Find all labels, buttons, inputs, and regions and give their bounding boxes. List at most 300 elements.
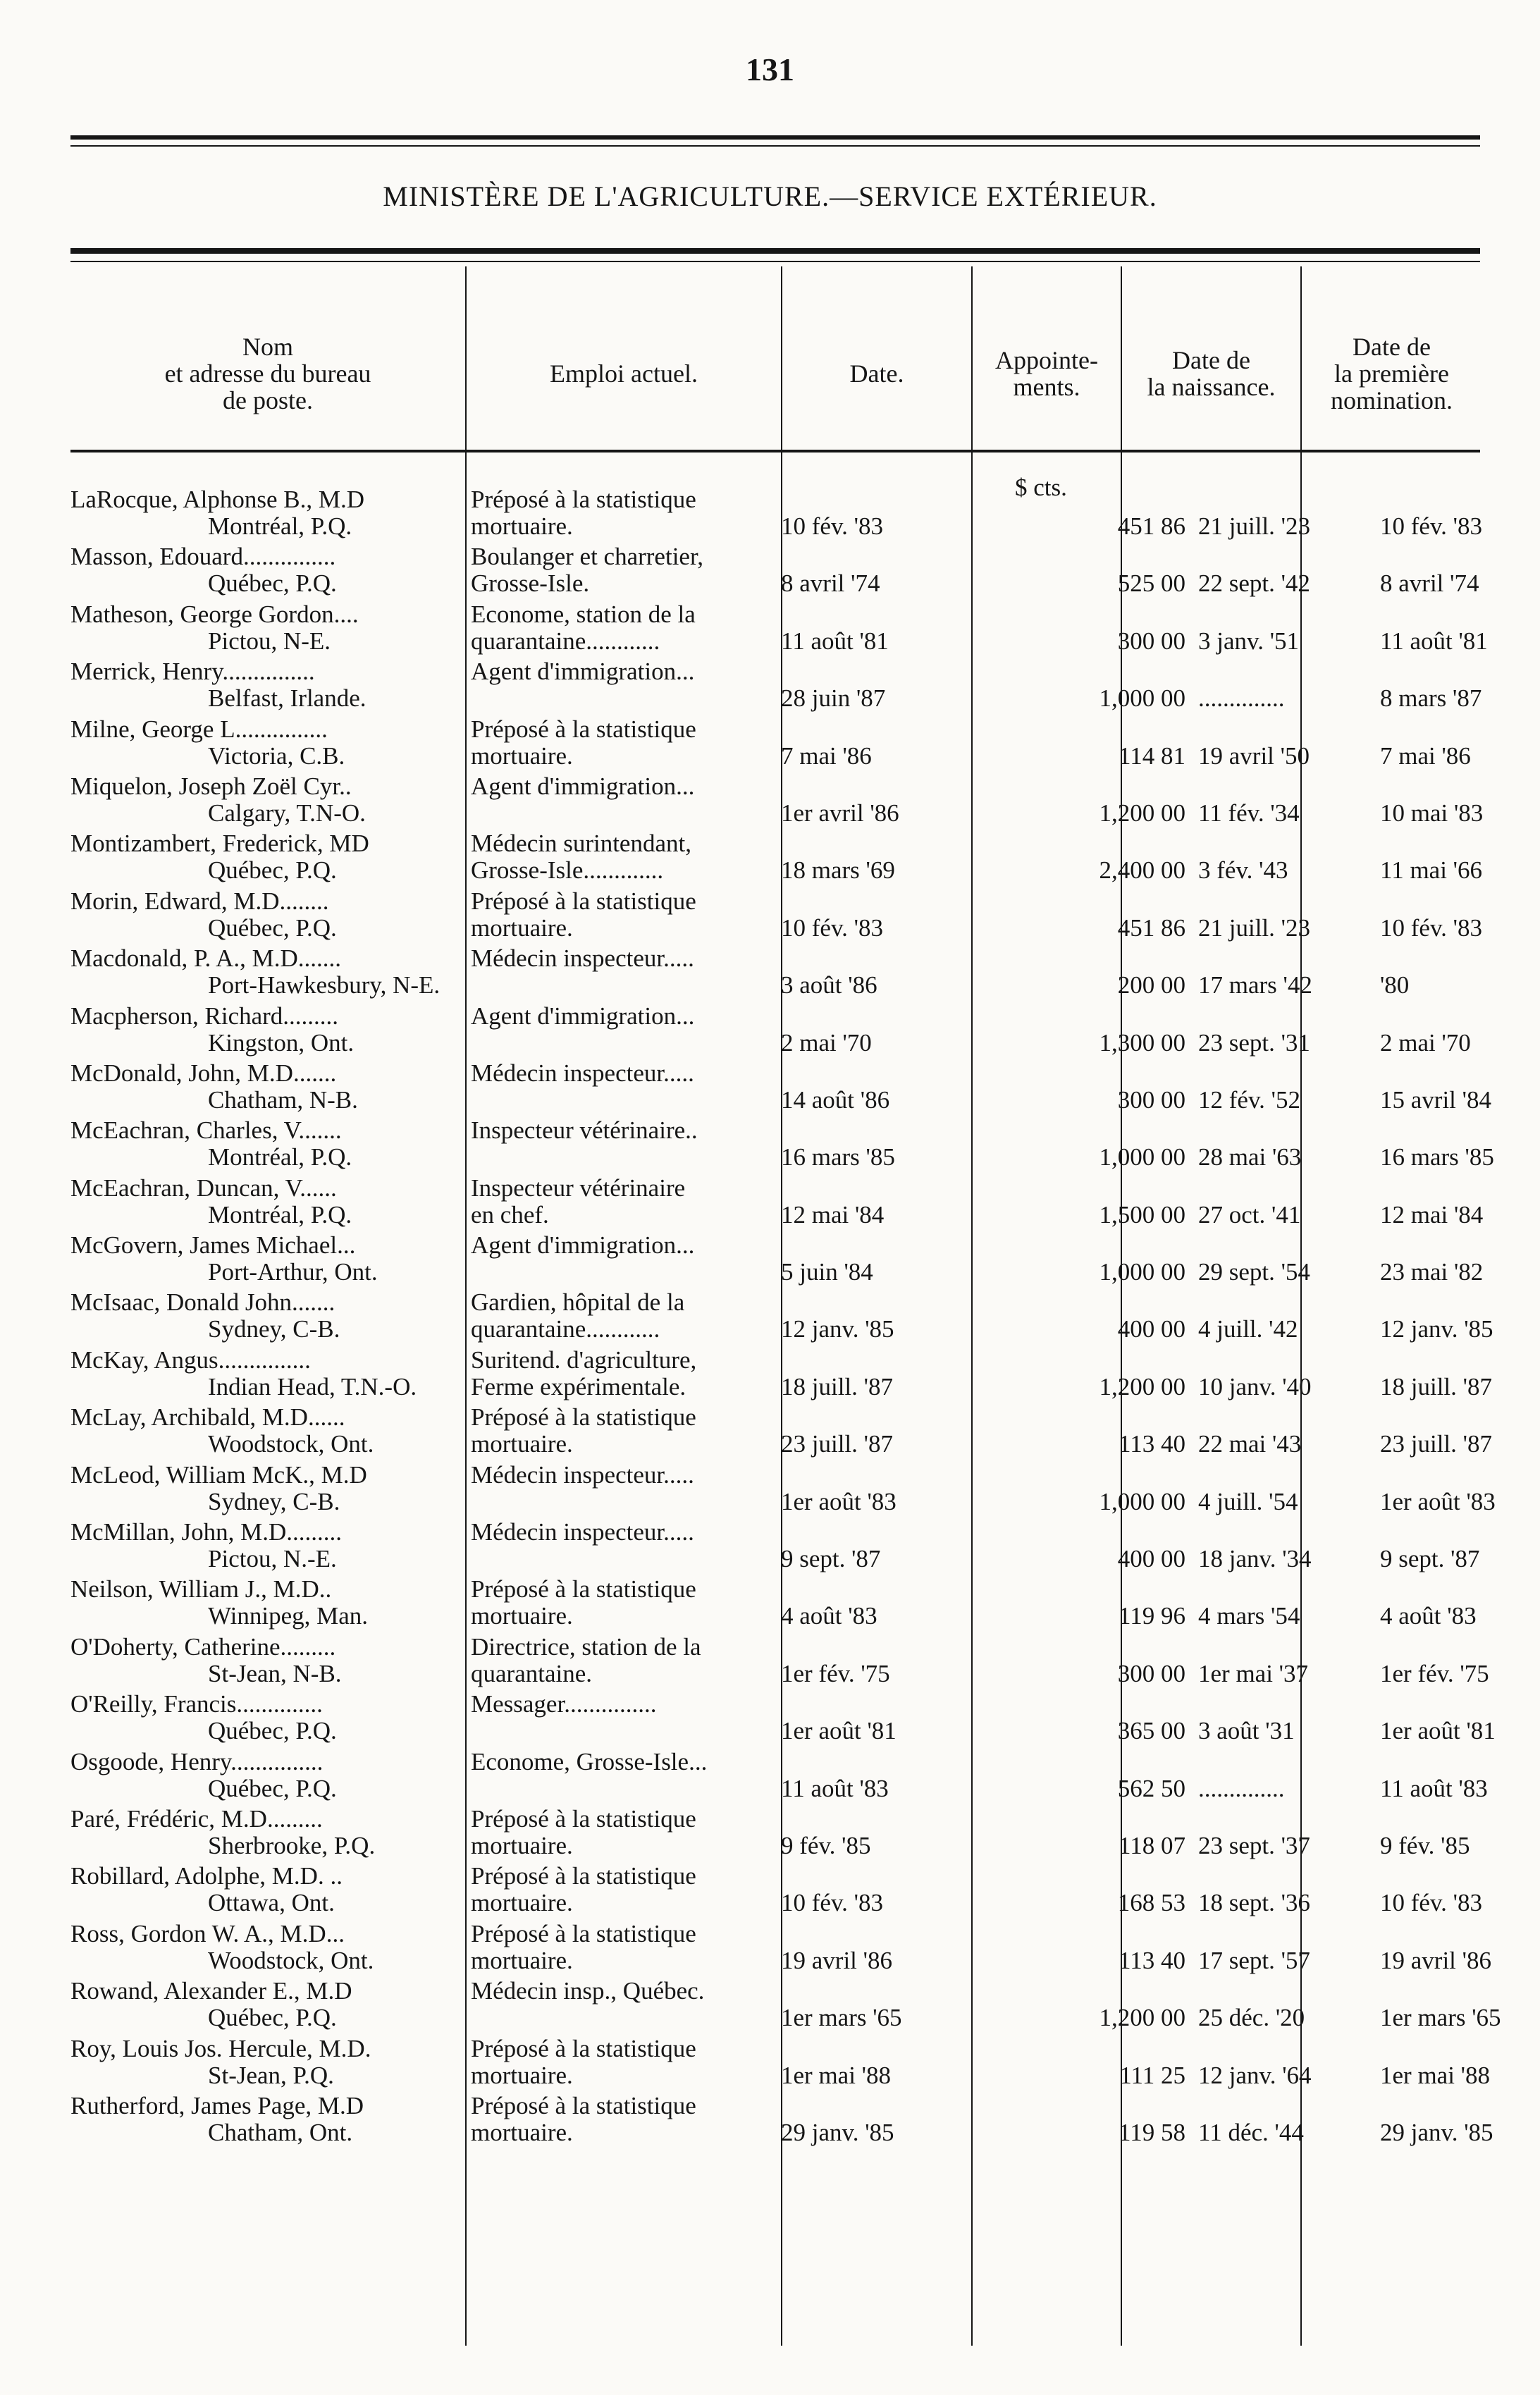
date-cell: 18 mars '69 (781, 856, 895, 885)
job-title-continued: mortuaire. (471, 2118, 573, 2146)
job-title: Inspecteur vétérinaire (471, 1174, 686, 1202)
name-address-cell (70, 1175, 462, 1229)
job-title: Préposé à la statistique (471, 486, 696, 513)
name-address-cell (70, 888, 462, 942)
date-cell: 1er mai '88 (781, 2061, 891, 2089)
birth-date-cell: 4 juill. '42 (1198, 1315, 1298, 1343)
birth-date-cell: .............. (1198, 1774, 1285, 1802)
job-cell (471, 1978, 774, 2005)
birth-date-cell: 12 fév. '52 (1198, 1085, 1300, 1114)
birth-date-cell: 25 déc. '20 (1198, 2004, 1305, 2032)
job-cell (471, 543, 774, 597)
post-office-address: Sydney, C-B. (208, 1487, 340, 1515)
salary-cell: 118 07 (1119, 1831, 1185, 1859)
birth-date-cell: 28 mai '63 (1198, 1143, 1302, 1171)
salary-cell: 1,000 00 (1099, 1487, 1185, 1515)
birth-date-cell: 11 fév. '34 (1198, 799, 1300, 827)
first-appointment-cell: 1er mai '88 (1380, 2061, 1490, 2089)
date-cell: 14 août '86 (781, 1085, 890, 1114)
job-title-continued: mortuaire. (471, 512, 573, 540)
job-cell (471, 1289, 774, 1343)
salary-cell: 111 25 (1119, 2061, 1185, 2089)
post-office-address: Montréal, P.Q. (208, 1143, 352, 1171)
name-address-cell (70, 1462, 462, 1515)
person-name: Matheson, George Gordon.... (70, 600, 359, 628)
table-row (70, 1690, 1496, 1748)
table-row (70, 1059, 1491, 1117)
person-name: Milne, George L............... (70, 715, 328, 743)
table-row (70, 1460, 1496, 1519)
date-cell: 11 août '81 (781, 627, 889, 655)
job-title: Suritend. d'agriculture, (471, 1346, 697, 1374)
person-name: McLay, Archibald, M.D...... (70, 1403, 345, 1432)
person-name: McEachran, Charles, V....... (70, 1116, 342, 1145)
date-cell: 1er août '83 (781, 1487, 897, 1515)
job-title-continued: mortuaire. (471, 1946, 573, 1974)
birth-date-cell: 4 juill. '54 (1198, 1487, 1298, 1515)
first-appointment-cell: 7 mai '86 (1380, 741, 1471, 770)
birth-date-cell: 4 mars '54 (1198, 1602, 1300, 1630)
post-office-address: Sydney, C-B. (208, 1315, 340, 1343)
table-row (70, 486, 1487, 543)
salary-cell: 400 00 (1117, 1545, 1185, 1573)
table-row (70, 1175, 1487, 1232)
salary-cell: 113 40 (1119, 1430, 1185, 1458)
job-title-continued: mortuaire. (471, 1602, 573, 1630)
birth-date-cell: 3 janv. '51 (1198, 627, 1300, 655)
job-title-continued: mortuaire. (471, 1831, 573, 1859)
date-cell: 29 janv. '85 (781, 2118, 894, 2146)
job-cell (471, 1806, 774, 1859)
salary-cell: 119 58 (1119, 2118, 1185, 2146)
date-cell: 19 avril '86 (781, 1946, 892, 1974)
salary-cell: 2,400 00 (1099, 856, 1185, 885)
name-address-cell (70, 945, 462, 999)
job-cell (471, 1519, 774, 1546)
salary-cell: 525 00 (1117, 569, 1185, 598)
job-cell (471, 2036, 774, 2089)
first-appointment-cell: 1er fév. '75 (1380, 1659, 1489, 1687)
first-appointment-cell: 1er août '81 (1380, 1717, 1496, 1745)
header-job: Emploi actuel. (550, 359, 698, 388)
first-appointment-cell: 11 mai '66 (1380, 856, 1482, 885)
post-office-address: Indian Head, T.N.-O. (208, 1372, 417, 1400)
header-name: Nom et adresse du bureau de poste. (164, 333, 371, 414)
first-appointment-cell: '80 (1380, 971, 1410, 999)
salary-cell: 451 86 (1117, 512, 1185, 540)
name-address-cell (70, 716, 462, 770)
job-cell (471, 1749, 774, 1775)
birth-date-cell: 23 sept. '31 (1198, 1028, 1310, 1057)
salary-cell: 168 53 (1117, 1889, 1185, 1917)
job-cell (471, 1921, 774, 1974)
post-office-address: Victoria, C.B. (208, 741, 345, 770)
person-name: Miquelon, Joseph Zoël Cyr.. (70, 772, 352, 800)
first-appointment-cell: 10 fév. '83 (1380, 1889, 1482, 1917)
job-cell (471, 486, 774, 540)
header-salary: Appointe- ments. (995, 346, 1098, 401)
post-office-address: Belfast, Irlande. (208, 684, 366, 713)
job-title: Agent d'immigration... (471, 1231, 695, 1260)
name-address-cell (70, 1519, 462, 1572)
table-row (70, 2091, 1493, 2150)
birth-date-cell: 23 sept. '37 (1198, 1831, 1310, 1859)
person-name: Macdonald, P. A., M.D....... (70, 944, 342, 973)
table-row (70, 945, 1487, 1002)
job-cell (471, 1863, 774, 1916)
job-title: Médecin inspecteur..... (471, 1518, 694, 1546)
post-office-address: Ottawa, Ont. (208, 1889, 335, 1917)
name-address-cell (70, 2036, 462, 2089)
birth-date-cell: 18 sept. '36 (1198, 1889, 1310, 1917)
person-name: McMillan, John, M.D......... (70, 1518, 342, 1546)
job-cell (471, 1232, 774, 1259)
header-birth: Date de la naissance. (1147, 346, 1276, 401)
date-cell: 23 juill. '87 (781, 1430, 893, 1458)
job-title: Agent d'immigration... (471, 772, 695, 800)
post-office-address: Sherbrooke, P.Q. (208, 1831, 376, 1859)
job-cell (471, 658, 774, 685)
job-title: Préposé à la statistique (471, 715, 696, 743)
name-address-cell (70, 1347, 462, 1400)
date-cell: 10 fév. '83 (781, 913, 883, 942)
job-cell (471, 1347, 774, 1400)
person-name: LaRocque, Alphonse B., M.D (70, 486, 365, 513)
date-cell: 9 sept. '87 (781, 1545, 881, 1573)
first-appointment-cell: 16 mars '85 (1380, 1143, 1494, 1171)
first-appointment-cell: 2 mai '70 (1380, 1028, 1471, 1057)
job-title-continued: mortuaire. (471, 2061, 573, 2089)
post-office-address: Montréal, P.Q. (208, 1200, 352, 1229)
job-title-continued: mortuaire. (471, 913, 573, 942)
person-name: Montizambert, Frederick, MD (70, 830, 369, 858)
salary-cell: 1,300 00 (1099, 1028, 1185, 1057)
date-cell: 18 juill. '87 (781, 1372, 893, 1400)
date-cell: 7 mai '86 (781, 741, 872, 770)
job-title: Médecin insp., Québec. (471, 1977, 705, 2005)
salary-cell: 400 00 (1117, 1315, 1185, 1343)
job-title-continued: mortuaire. (471, 1430, 573, 1458)
date-cell: 12 mai '84 (781, 1200, 885, 1229)
first-appointment-cell: 4 août '83 (1380, 1602, 1477, 1630)
post-office-address: Montréal, P.Q. (208, 512, 352, 540)
birth-date-cell: 1er mai '37 (1198, 1659, 1308, 1687)
person-name: Rowand, Alexander E., M.D (70, 1977, 352, 2005)
job-cell (471, 1175, 774, 1229)
date-cell: 16 mars '85 (781, 1143, 895, 1171)
job-title-continued: Grosse-Isle............. (471, 856, 664, 885)
table-row (70, 716, 1487, 773)
salary-cell: 1,000 00 (1099, 1143, 1185, 1171)
date-cell: 1er mars '65 (781, 2004, 902, 2032)
table-row (70, 1634, 1487, 1691)
name-address-cell (70, 1634, 462, 1687)
date-cell: 12 janv. '85 (781, 1315, 894, 1343)
person-name: Robillard, Adolphe, M.D. .. (70, 1862, 343, 1890)
job-title: Préposé à la statistique (471, 1403, 696, 1432)
table-row (70, 658, 1487, 715)
job-title: Préposé à la statistique (471, 2034, 696, 2062)
date-cell: 10 fév. '83 (781, 512, 883, 540)
post-office-address: Québec, P.Q. (208, 1774, 337, 1802)
salary-cell: 365 00 (1117, 1717, 1185, 1745)
name-address-cell (70, 658, 462, 712)
job-title-continued: Ferme expérimentale. (471, 1372, 686, 1400)
person-name: Roy, Louis Jos. Hercule, M.D. (70, 2034, 371, 2062)
post-office-address: Québec, P.Q. (208, 913, 337, 942)
table-top-rule-thick (70, 248, 1480, 254)
job-title-continued: quarantaine. (471, 1659, 592, 1687)
personnel-table (70, 486, 1501, 2150)
job-title-continued: mortuaire. (471, 741, 573, 770)
table-row (70, 1919, 1491, 1978)
birth-date-cell: 21 juill. '23 (1198, 913, 1310, 942)
date-cell: 28 juin '87 (781, 684, 886, 713)
table-row (70, 888, 1487, 945)
salary-cell: 451 86 (1117, 913, 1185, 942)
table-row (70, 1519, 1487, 1576)
post-office-address: Québec, P.Q. (208, 569, 337, 598)
first-appointment-cell: 8 mars '87 (1380, 684, 1482, 713)
salary-cell: 1,200 00 (1099, 799, 1185, 827)
name-address-cell (70, 486, 462, 540)
name-address-cell (70, 1691, 462, 1744)
table-row (70, 1806, 1487, 1863)
job-title: Agent d'immigration... (471, 1002, 695, 1030)
table-row (70, 1003, 1487, 1060)
name-address-cell (70, 1806, 462, 1859)
name-address-cell (70, 1060, 462, 1114)
salary-cell: 1,000 00 (1099, 1258, 1185, 1286)
name-address-cell (70, 2093, 462, 2146)
post-office-address: St-Jean, N-B. (208, 1659, 342, 1687)
name-address-cell (70, 1978, 462, 2031)
job-title: Messager............... (471, 1690, 657, 1718)
name-address-cell (70, 1003, 462, 1057)
salary-cell: 1,500 00 (1099, 1200, 1185, 1229)
first-appointment-cell: 23 mai '82 (1380, 1258, 1484, 1286)
salary-cell: 300 00 (1117, 1085, 1185, 1114)
job-cell (471, 945, 774, 972)
salary-cell: 300 00 (1117, 1659, 1185, 1687)
birth-date-cell: 21 juill. '23 (1198, 512, 1310, 540)
first-appointment-cell: 29 janv. '85 (1380, 2118, 1493, 2146)
job-title: Préposé à la statistique (471, 1575, 696, 1603)
date-cell: 1er fév. '75 (781, 1659, 890, 1687)
person-name: O'Reilly, Francis.............. (70, 1690, 323, 1718)
table-row (70, 1863, 1487, 1920)
salary-cell: 114 81 (1119, 741, 1185, 770)
page-title: MINISTÈRE DE L'AGRICULTURE.—SERVICE EXTÉRIEUR. (383, 180, 1157, 212)
first-appointment-cell: 19 avril '86 (1380, 1946, 1491, 1974)
table-row (70, 1232, 1487, 1289)
salary-cell: 1,000 00 (1099, 684, 1185, 713)
job-title-continued: quarantaine............ (471, 1315, 660, 1343)
first-appointment-cell: 18 juill. '87 (1380, 1372, 1492, 1400)
job-title: Econome, Grosse-Isle... (471, 1747, 708, 1775)
job-title: Préposé à la statistique (471, 1919, 696, 1947)
table-row (70, 543, 1487, 601)
job-cell (471, 1462, 774, 1489)
job-title-continued: quarantaine............ (471, 627, 660, 655)
birth-date-cell: 19 avril '50 (1198, 741, 1310, 770)
first-appointment-cell: 11 août '83 (1380, 1774, 1488, 1802)
table-row (70, 1116, 1494, 1174)
table-row (70, 830, 1487, 887)
person-name: Paré, Frédéric, M.D......... (70, 1804, 323, 1833)
job-title: Préposé à la statistique (471, 2091, 696, 2119)
name-address-cell (70, 1576, 462, 1630)
first-appointment-cell: 10 mai '83 (1380, 799, 1484, 827)
person-name: Macpherson, Richard......... (70, 1002, 339, 1030)
date-cell: 1er avril '86 (781, 799, 899, 827)
job-cell (471, 601, 774, 655)
post-office-address: Woodstock, Ont. (208, 1430, 374, 1458)
table-row (70, 1288, 1493, 1346)
name-address-cell (70, 1232, 462, 1286)
post-office-address: Kingston, Ont. (208, 1028, 355, 1057)
name-address-cell (70, 601, 462, 655)
person-name: McEachran, Duncan, V...... (70, 1174, 337, 1202)
table-row (70, 1403, 1492, 1461)
first-appointment-cell: 23 juill. '87 (1380, 1430, 1492, 1458)
job-title: Préposé à la statistique (471, 887, 696, 915)
person-name: Morin, Edward, M.D........ (70, 887, 329, 915)
money-unit-label: $ cts. (1015, 474, 1067, 501)
name-address-cell (70, 773, 462, 827)
first-appointment-cell: 10 fév. '83 (1380, 512, 1482, 540)
post-office-address: Pictou, N-E. (208, 627, 331, 655)
job-cell (471, 716, 774, 770)
first-appointment-cell: 12 janv. '85 (1380, 1315, 1493, 1343)
post-office-address: Port-Arthur, Ont. (208, 1258, 378, 1286)
job-title-continued: en chef. (471, 1200, 549, 1229)
date-cell: 4 août '83 (781, 1602, 877, 1630)
job-title: Médecin inspecteur..... (471, 1059, 694, 1087)
post-office-address: Québec, P.Q. (208, 856, 337, 885)
job-title: Gardien, hôpital de la (471, 1288, 685, 1317)
salary-cell: 119 96 (1119, 1602, 1185, 1630)
table-row (70, 1576, 1487, 1633)
post-office-address: Chatham, N-B. (208, 1085, 358, 1114)
job-cell (471, 1060, 774, 1087)
job-title-continued: Grosse-Isle. (471, 569, 590, 598)
birth-date-cell: .............. (1198, 684, 1285, 713)
salary-cell: 200 00 (1117, 971, 1185, 999)
job-cell (471, 773, 774, 800)
table-row (70, 1977, 1501, 2035)
table-row (70, 1346, 1492, 1404)
date-cell: 11 août '83 (781, 1774, 889, 1802)
person-name: Masson, Edouard............... (70, 543, 336, 571)
birth-date-cell: 11 déc. '44 (1198, 2118, 1304, 2146)
job-cell (471, 1576, 774, 1630)
date-cell: 9 fév. '85 (781, 1831, 871, 1859)
post-office-address: Port-Hawkesbury, N-E. (208, 971, 441, 999)
page-number: 131 (746, 51, 794, 87)
birth-date-cell: 3 fév. '43 (1198, 856, 1288, 885)
first-appointment-cell: 9 fév. '85 (1380, 1831, 1470, 1859)
post-office-address: Woodstock, Ont. (208, 1946, 374, 1974)
birth-date-cell: 10 janv. '40 (1198, 1372, 1312, 1400)
header-date: Date. (849, 359, 904, 388)
date-cell: 8 avril '74 (781, 569, 880, 598)
person-name: O'Doherty, Catherine......... (70, 1632, 336, 1661)
header-first-appointment: Date de la première nomination. (1331, 333, 1453, 414)
table-row (70, 2034, 1490, 2093)
first-appointment-cell: 8 avril '74 (1380, 569, 1479, 598)
birth-date-cell: 22 sept. '42 (1198, 569, 1310, 598)
post-office-address: Chatham, Ont. (208, 2118, 353, 2146)
job-cell (471, 1003, 774, 1030)
name-address-cell (70, 830, 462, 884)
table-top-rule-thin (70, 261, 1480, 262)
job-title: Médecin surintendant, (471, 830, 691, 858)
post-office-address: Pictou, N.-E. (208, 1545, 337, 1573)
name-address-cell (70, 1863, 462, 1916)
birth-date-cell: 22 mai '43 (1198, 1430, 1302, 1458)
salary-cell: 1,200 00 (1099, 2004, 1185, 2032)
person-name: McIsaac, Donald John....... (70, 1288, 335, 1317)
name-address-cell (70, 1749, 462, 1802)
job-cell (471, 1404, 774, 1458)
birth-date-cell: 12 janv. '64 (1198, 2061, 1312, 2089)
person-name: Rutherford, James Page, M.D (70, 2091, 364, 2119)
table-row (70, 773, 1487, 830)
name-address-cell (70, 1289, 462, 1343)
top-rule-thick (70, 135, 1480, 140)
name-address-cell (70, 1117, 462, 1171)
table-row (70, 601, 1487, 658)
person-name: Neilson, William J., M.D.. (70, 1575, 332, 1603)
date-cell: 2 mai '70 (781, 1028, 872, 1057)
job-cell (471, 830, 774, 884)
job-title-continued: mortuaire. (471, 1889, 573, 1917)
salary-cell: 1,200 00 (1099, 1372, 1185, 1400)
job-title: Médecin inspecteur..... (471, 1460, 694, 1489)
date-cell: 5 juin '84 (781, 1258, 873, 1286)
job-title: Préposé à la statistique (471, 1862, 696, 1890)
job-cell (471, 1634, 774, 1687)
job-title: Médecin inspecteur..... (471, 944, 694, 973)
post-office-address: Winnipeg, Man. (208, 1602, 369, 1630)
birth-date-cell: 29 sept. '54 (1198, 1258, 1310, 1286)
date-cell: 10 fév. '83 (781, 1889, 883, 1917)
date-cell: 3 août '86 (781, 971, 877, 999)
person-name: McLeod, William McK., M.D (70, 1460, 367, 1489)
post-office-address: Québec, P.Q. (208, 1717, 337, 1745)
job-title: Econome, station de la (471, 600, 696, 628)
first-appointment-cell: 1er mars '65 (1380, 2004, 1501, 2032)
job-cell (471, 888, 774, 942)
birth-date-cell: 17 mars '42 (1198, 971, 1312, 999)
person-name: Merrick, Henry............... (70, 658, 315, 686)
top-rule-thin (70, 145, 1480, 147)
job-title: Boulanger et charretier, (471, 543, 703, 571)
first-appointment-cell: 15 avril '84 (1380, 1085, 1491, 1114)
name-address-cell (70, 1404, 462, 1458)
job-title: Directrice, station de la (471, 1632, 701, 1661)
first-appointment-cell: 9 sept. '87 (1380, 1545, 1480, 1573)
birth-date-cell: 18 janv. '34 (1198, 1545, 1312, 1573)
job-cell (471, 1691, 774, 1718)
job-cell (471, 2093, 774, 2146)
person-name: McGovern, James Michael... (70, 1231, 356, 1260)
person-name: McDonald, John, M.D....... (70, 1059, 337, 1087)
birth-date-cell: 27 oct. '41 (1198, 1200, 1301, 1229)
job-title: Préposé à la statistique (471, 1804, 696, 1833)
name-address-cell (70, 543, 462, 597)
